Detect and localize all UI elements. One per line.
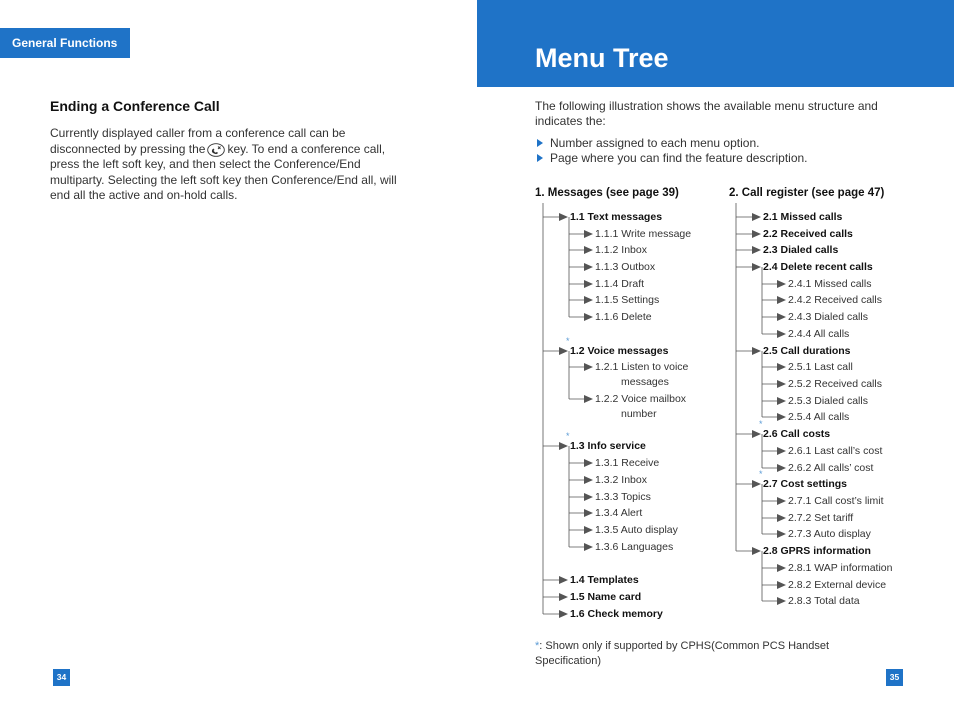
tree-arrow-icon — [584, 280, 593, 288]
cphs-star-icon: * — [566, 336, 570, 346]
tree-menu-item: 2.2 Received calls — [763, 228, 853, 240]
tree-arrow-icon — [777, 363, 786, 371]
tree-submenu-item: 2.4.3 Dialed calls — [788, 311, 868, 323]
tree-menu-item: 1.1 Text messages — [570, 211, 663, 223]
tree-arrow-icon — [777, 313, 786, 321]
tree-submenu-item: 1.2.2 Voice mailbox — [595, 393, 687, 405]
tree-arrow-icon — [584, 230, 593, 238]
tree-arrow-icon — [777, 564, 786, 572]
tree-submenu-item: 2.5.4 All calls — [788, 411, 850, 423]
tree-arrow-icon — [584, 526, 593, 534]
tree-submenu-item: 2.8.1 WAP information — [788, 562, 893, 574]
footnote — [535, 639, 875, 669]
tree-arrow-icon — [777, 296, 786, 304]
tree-submenu-item: 1.3.3 Topics — [595, 491, 651, 503]
tree-submenu-item: 2.6.1 Last call’s cost — [788, 445, 883, 457]
tree-menu-item: 1.4 Templates — [570, 574, 639, 586]
tree-arrow-icon — [777, 447, 786, 455]
tree-submenu-item: number — [621, 408, 657, 420]
page-title: Menu Tree — [535, 43, 669, 73]
intro-text: The following illustration shows the available menu structure and indicates the: — [535, 99, 878, 128]
tree-menu-item: 1.3 Info service — [570, 440, 646, 452]
tree-arrow-icon — [559, 347, 568, 355]
tree-menu-item: 2.8 GPRS information — [763, 545, 871, 557]
tree-submenu-item: 1.1.5 Settings — [595, 294, 660, 306]
tree-menu-item: 1.2 Voice messages — [570, 345, 669, 357]
tree-submenu-item: 2.8.3 Total data — [788, 595, 860, 607]
tree-submenu-item: messages — [621, 376, 669, 388]
tree-submenu-item: 1.3.1 Receive — [595, 457, 660, 469]
para-part1: Currently displayed caller from a conference call can be disconnected by pressing the — [50, 126, 346, 156]
tree-arrow-icon — [584, 296, 593, 304]
tree-submenu-item: 1.1.4 Draft — [595, 278, 645, 290]
tree-arrow-icon — [584, 363, 593, 371]
tree-arrow-icon — [777, 380, 786, 388]
tree-submenu-item: 2.7.2 Set tariff — [788, 512, 854, 524]
tree-submenu-item: 1.1.2 Inbox — [595, 244, 647, 256]
section-tab: General Functions — [0, 28, 130, 58]
tree-menu-item: 2.5 Call durations — [763, 345, 851, 357]
tree-submenu-item: 2.8.2 External device — [788, 579, 887, 591]
tree-menu-item: 2.4 Delete recent calls — [763, 261, 873, 273]
tree-arrow-icon — [584, 313, 593, 321]
tree-arrow-icon — [777, 530, 786, 538]
cphs-star-icon: * — [759, 469, 763, 479]
tree-menu-item: 2.7 Cost settings — [763, 478, 848, 490]
tree-submenu-item: 2.4.2 Received calls — [788, 294, 882, 306]
para-part2: key. To end a conference call, press the left soft key, and then select the Conference/End multiparty. Selecting the left soft key then Conference/End all, will end all the active and on-hold calls. — [50, 141, 397, 202]
tree-submenu-item: 1.3.5 Auto display — [595, 524, 678, 536]
tree-arrow-icon — [584, 509, 593, 517]
tree-arrow-icon — [584, 459, 593, 467]
tree-arrow-icon — [752, 230, 761, 238]
tree-arrow-icon — [777, 464, 786, 472]
bullet-text: Number assigned to each menu option. — [550, 136, 760, 150]
tree-menu-item: 2.3 Dialed calls — [763, 244, 839, 256]
tree-arrow-icon — [559, 593, 568, 601]
tree-arrow-icon — [559, 610, 568, 618]
tree-arrow-icon — [777, 397, 786, 405]
tree-arrow-icon — [584, 263, 593, 271]
cphs-star-icon: * — [759, 419, 763, 429]
tree-menu-item: 1.6 Check memory — [570, 608, 663, 620]
footnote-star: * — [535, 640, 540, 652]
tree-submenu-item: 2.6.2 All calls’ cost — [788, 462, 874, 474]
tree-submenu-item: 1.1.1 Write message — [595, 228, 692, 240]
tree-submenu-item: 2.5.2 Received calls — [788, 378, 882, 390]
tree-submenu-item: 1.3.2 Inbox — [595, 474, 647, 486]
tree-arrow-icon — [584, 246, 593, 254]
page-number-left: 34 — [53, 669, 70, 686]
tree-submenu-item: 2.5.1 Last call — [788, 361, 853, 373]
tree-arrow-icon — [752, 480, 761, 488]
tree-submenu-item: 1.2.1 Listen to voice — [595, 361, 689, 373]
tree-menu-item: 1.5 Name card — [570, 591, 642, 603]
tree-arrow-icon — [584, 395, 593, 403]
tree-arrow-icon — [777, 413, 786, 421]
tree-submenu-item: 2.7.1 Call cost’s limit — [788, 495, 884, 507]
tree-arrow-icon — [777, 280, 786, 288]
tree-submenu-item: 1.1.6 Delete — [595, 311, 652, 323]
bullet-text: Page where you can find the feature description. — [550, 151, 808, 165]
tree-arrow-icon — [777, 514, 786, 522]
tree-arrow-icon — [559, 213, 568, 221]
tree-arrow-icon — [752, 263, 761, 271]
tree-submenu-item: 1.3.4 Alert — [595, 507, 643, 519]
tree-arrow-icon — [752, 246, 761, 254]
tree-column-heading-messages: 1. Messages (see page 39) — [535, 187, 679, 199]
tree-arrow-icon — [752, 430, 761, 438]
tree-submenu-item: 2.4.4 All calls — [788, 328, 850, 340]
tree-arrow-icon — [777, 597, 786, 605]
tree-arrow-icon — [584, 476, 593, 484]
tree-menu-item: 2.1 Missed calls — [763, 211, 843, 223]
tree-submenu-item: 2.4.1 Missed calls — [788, 278, 872, 290]
tree-arrow-icon — [752, 547, 761, 555]
footnote-text: : Shown only if supported by CPHS(Common PCS Handset Specification) — [535, 640, 830, 667]
tree-arrow-icon — [559, 442, 568, 450]
tree-submenu-item: 2.5.3 Dialed calls — [788, 395, 868, 407]
tree-arrow-icon — [777, 581, 786, 589]
tree-submenu-item: 1.1.3 Outbox — [595, 261, 656, 273]
tree-submenu-item: 1.3.6 Languages — [595, 541, 674, 553]
cphs-star-icon: * — [566, 431, 570, 441]
tree-arrow-icon — [559, 576, 568, 584]
tree-menu-item: 2.6 Call costs — [763, 428, 831, 440]
page-number-right: 35 — [886, 669, 903, 686]
tree-submenu-item: 2.7.3 Auto display — [788, 528, 871, 540]
section-heading: Ending a Conference Call — [50, 98, 220, 114]
tree-arrow-icon — [752, 347, 761, 355]
tree-arrow-icon — [584, 493, 593, 501]
tree-column-heading-call-register: 2. Call register (see page 47) — [729, 187, 885, 199]
tree-arrow-icon — [584, 543, 593, 551]
tree-arrow-icon — [777, 330, 786, 338]
tree-arrow-icon — [752, 213, 761, 221]
tree-arrow-icon — [777, 497, 786, 505]
